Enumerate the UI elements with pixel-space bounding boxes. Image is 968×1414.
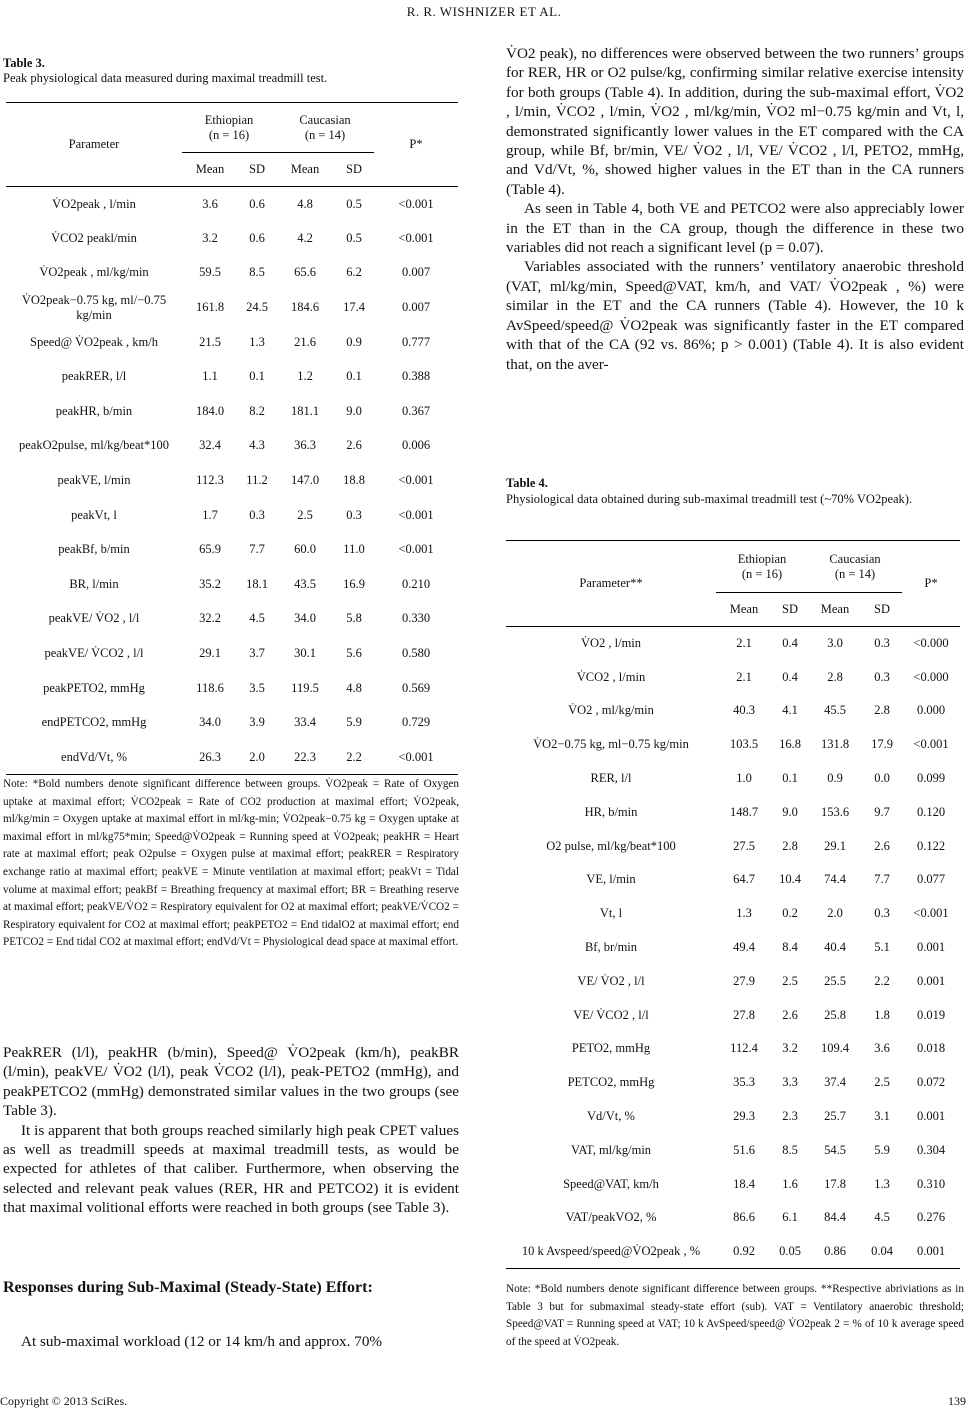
parameter-cell: VAT, ml/kg/min — [570, 1142, 652, 1157]
value-cell: 11.2 — [246, 473, 268, 488]
table-row — [6, 187, 458, 222]
parameter-cell: V̇CO2 , l/min — [576, 669, 646, 684]
value-cell: 35.2 — [199, 576, 221, 591]
value-cell: 153.6 — [820, 804, 850, 819]
value-cell: 4.2 — [297, 230, 313, 245]
value-cell: 4.8 — [297, 196, 313, 211]
table4-label: Table 4. — [506, 476, 548, 490]
table-row — [506, 863, 960, 897]
value-cell: 0.007 — [401, 265, 431, 280]
value-cell: 4.8 — [346, 680, 362, 695]
value-cell: <0.001 — [398, 196, 434, 211]
table-row — [506, 1235, 960, 1269]
table4-param-header: Parameter** — [506, 541, 716, 627]
value-cell: 3.6 — [202, 196, 218, 211]
value-cell: 0.006 — [401, 438, 431, 453]
value-cell: 43.5 — [294, 576, 316, 591]
value-cell: 103.5 — [729, 737, 759, 752]
parameter-cell: peakVE/ V̇O2 , l/l — [48, 611, 140, 626]
value-cell: 0.3 — [874, 669, 890, 684]
value-cell: 112.4 — [730, 1041, 758, 1056]
table-row — [6, 325, 458, 360]
value-cell: 2.3 — [782, 1109, 798, 1124]
value-cell: 1.3 — [249, 334, 265, 349]
value-cell: 181.1 — [290, 403, 320, 418]
value-cell: 25.7 — [824, 1109, 846, 1124]
value-cell: 60.0 — [294, 542, 316, 557]
table-row — [6, 290, 458, 325]
value-cell: 8.5 — [782, 1142, 798, 1157]
table-row — [6, 671, 458, 706]
parameter-cell: VAT/peakVO2, % — [565, 1210, 657, 1225]
table-row — [506, 627, 960, 661]
value-cell: <0.001 — [398, 542, 434, 557]
value-cell: 27.8 — [733, 1007, 755, 1022]
table-row — [506, 728, 960, 762]
value-cell: 3.0 — [827, 636, 843, 651]
parameter-cell: VE, l/min — [586, 872, 636, 887]
parameter-cell: VE/ V̇O2 , l/l — [577, 973, 645, 988]
value-cell: 1.7 — [202, 507, 218, 522]
value-cell: 3.5 — [249, 680, 265, 695]
value-cell: 1.3 — [874, 1176, 890, 1191]
value-cell: 2.8 — [874, 703, 890, 718]
right-paragraph-3: Variables associated with the runners’ ventilatory anaerobic threshold (VAT, ml/kg/min, Speed@VAT, km/h, and VAT/ V̇O2peak , %) were similar in the ET and the CA runners (Table 4). However, the 10 k AvSpeed/speed@ V̇O2peak was significantly faster in the ET compared with that of the CA (92 vs. 86%; p > 0.001) (Table 4). It is also evident that, on the aver- — [506, 258, 964, 373]
table-row — [506, 998, 960, 1032]
parameter-cell: peakBf, b/min — [58, 542, 130, 557]
value-cell: 184.0 — [195, 403, 225, 418]
table-row — [6, 394, 458, 429]
value-cell: 25.8 — [824, 1007, 846, 1022]
value-cell: 2.0 — [238, 740, 276, 775]
parameter-cell: Speed@ V̇O2peak , km/h — [30, 334, 158, 349]
table-row — [6, 256, 458, 291]
parameter-cell: peakVt, l — [71, 507, 117, 522]
parameter-cell: V̇O2 , ml/kg/min — [568, 703, 654, 718]
value-cell: 0.120 — [916, 804, 946, 819]
value-cell: 21.5 — [199, 334, 221, 349]
left-paragraph-1: PeakRER (l/l), peakHR (b/min), Speed@ V̇O2peak (km/h), peakBR (l/min), peakVE/ V̇O2 (l/l), peak V̇CO2 (l/l), peak-PETO2 (mmHg), and peakPETCO2 (mmHg) demonstrated similar values in the two groups (see Table 3). — [3, 1044, 459, 1120]
value-cell: 34.0 — [199, 715, 221, 730]
value-cell: 0.2 — [782, 906, 798, 921]
parameter-cell: Speed@VAT, km/h — [563, 1176, 659, 1191]
value-cell: 32.4 — [199, 438, 221, 453]
parameter-cell: V̇O2peak , l/min — [52, 196, 136, 211]
value-cell: 0.5 — [346, 196, 362, 211]
table-row — [506, 897, 960, 931]
left-paragraph-3: At sub-maximal workload (12 or 14 km/h and approx. 70% — [21, 1333, 383, 1350]
value-cell: <0.001 — [398, 230, 434, 245]
value-cell: 1.2 — [297, 369, 313, 384]
value-cell: 0.569 — [401, 680, 431, 695]
parameter-cell: PETCO2, mmHg — [567, 1075, 655, 1090]
value-cell: 4.3 — [249, 438, 265, 453]
value-cell: 0.580 — [401, 646, 431, 661]
value-cell: 147.0 — [290, 473, 320, 488]
table4-sd2: SD — [862, 593, 902, 627]
table3 — [6, 102, 458, 775]
table-row — [506, 762, 960, 796]
value-cell: 0.000 — [916, 703, 946, 718]
value-cell: 2.6 — [874, 838, 890, 853]
value-cell: 21.6 — [294, 334, 316, 349]
value-cell: 25.5 — [824, 973, 846, 988]
value-cell: 9.0 — [782, 804, 798, 819]
value-cell: 0.001 — [916, 1109, 946, 1124]
right-paragraph-2: As seen in Table 4, both VE and PETCO2 were also appreciably lower in the ET than in the CA group, though the difference in these two variables did not reach a significant level (p = 0.07). — [506, 200, 964, 257]
table-row — [506, 1100, 960, 1134]
table4-mean2: Mean — [808, 593, 862, 627]
value-cell: 0.018 — [916, 1041, 946, 1056]
value-cell: 65.9 — [199, 542, 221, 557]
value-cell: 184.6 — [290, 300, 320, 315]
table4 — [506, 540, 960, 1269]
value-cell: 2.2 — [874, 973, 890, 988]
table4-body — [506, 627, 960, 1269]
value-cell: 32.2 — [199, 611, 221, 626]
value-cell: 3.1 — [874, 1109, 890, 1124]
value-cell: 7.7 — [874, 872, 890, 887]
value-cell: 9.0 — [346, 403, 362, 418]
value-cell: 148.7 — [729, 804, 759, 819]
table-row — [6, 740, 458, 775]
value-cell: 5.8 — [346, 611, 362, 626]
value-cell: <0.001 — [398, 473, 434, 488]
page-number: 139 — [948, 1394, 966, 1408]
table-row — [6, 705, 458, 740]
value-cell: 86.6 — [733, 1210, 755, 1225]
parameter-cell: Bf, br/min — [584, 940, 638, 955]
value-cell: 9.7 — [874, 804, 890, 819]
value-cell: 131.8 — [820, 737, 850, 752]
table-row — [506, 1201, 960, 1235]
parameter-cell: endPETCO2, mmHg — [41, 715, 147, 730]
table3-mean2: Mean — [276, 153, 334, 187]
parameter-cell: O2 pulse, ml/kg/beat*100 — [546, 838, 676, 853]
value-cell: 3.2 — [782, 1041, 798, 1056]
table3-body — [6, 187, 458, 775]
value-cell: 34.0 — [294, 611, 316, 626]
value-cell: 10.4 — [779, 872, 801, 887]
value-cell: 0.001 — [916, 973, 946, 988]
value-cell: 0.92 — [716, 1235, 772, 1269]
table-row — [506, 829, 960, 863]
value-cell: 3.6 — [874, 1041, 890, 1056]
value-cell: 0.077 — [916, 872, 946, 887]
parameter-cell: Vt, l — [599, 906, 623, 921]
parameter-cell: PETO2, mmHg — [571, 1041, 651, 1056]
value-cell: 0.729 — [401, 715, 431, 730]
value-cell: <0.001 — [913, 906, 949, 921]
value-cell: 1.3 — [736, 906, 752, 921]
value-cell: 0.05 — [772, 1235, 808, 1269]
table4-caption: Physiological data obtained during sub-maximal treadmill test (~70% VO2peak). — [506, 492, 913, 506]
value-cell: 0.330 — [401, 611, 431, 626]
value-cell: 2.8 — [827, 669, 843, 684]
value-cell: 2.8 — [782, 838, 798, 853]
parameter-cell: HR, b/min — [584, 804, 638, 819]
value-cell: <0.001 — [374, 740, 458, 775]
value-cell: 2.5 — [874, 1075, 890, 1090]
value-cell: 7.7 — [249, 542, 265, 557]
value-cell: 0.04 — [862, 1235, 902, 1269]
table-row — [506, 1133, 960, 1167]
parameter-cell: peakVE, l/min — [57, 473, 131, 488]
value-cell: 0.388 — [401, 369, 431, 384]
table-row — [506, 964, 960, 998]
value-cell: 6.1 — [782, 1210, 798, 1225]
value-cell: 8.5 — [249, 265, 265, 280]
value-cell: 2.0 — [827, 906, 843, 921]
value-cell: 2.5 — [782, 973, 798, 988]
parameter-cell: V̇O2−0.75 kg, ml−0.75 kg/min — [533, 737, 689, 752]
value-cell: 3.7 — [249, 646, 265, 661]
value-cell: 3.2 — [202, 230, 218, 245]
parameter-cell: peakVE/ V̇CO2 , l/l — [44, 646, 144, 661]
value-cell: 18.1 — [246, 576, 268, 591]
value-cell: 74.4 — [824, 872, 846, 887]
table4-group2-header: Caucasian (n = 14) — [808, 541, 902, 593]
value-cell: 11.0 — [343, 542, 365, 557]
value-cell: 1.0 — [736, 771, 752, 786]
parameter-cell: peakRER, l/l — [61, 369, 127, 384]
value-cell: 0.6 — [249, 196, 265, 211]
table4-mean1: Mean — [716, 593, 772, 627]
value-cell: 16.8 — [779, 737, 801, 752]
value-cell: 65.6 — [294, 265, 316, 280]
table-row — [6, 602, 458, 637]
table-row — [506, 1066, 960, 1100]
right-paragraph-1: V̇O2 peak), no differences were observed between the two runners’ groups for RER, HR or O2 pulse/kg, confirming similar relative exercise intensity for both groups (Table 4). In addition, during the sub-maximal effort, V̇O2 , l/min, V̇CO2 , l/min, V̇O2 , ml/kg/min, V̇O2 ml−0.75 kg/min and Vt, l, demonstrated significantly lower values in the ET compared with the CA group, while Bf, br/min, VE/ V̇O2 , l/l, VE/ V̇CO2 , l/l, PETO2, mmHg, and Vd/Vt, %, showed higher values in the ET than in the CA runners (Table 4). — [506, 45, 964, 198]
parameter-cell: BR, l/min — [69, 576, 119, 591]
value-cell: 27.5 — [733, 838, 755, 853]
value-cell: 4.5 — [249, 611, 265, 626]
value-cell: 2.1 — [736, 669, 752, 684]
value-cell: 84.4 — [824, 1210, 846, 1225]
parameter-cell: V̇O2peak , ml/kg/min — [39, 265, 149, 280]
table-row — [6, 498, 458, 533]
value-cell: 59.5 — [199, 265, 221, 280]
value-cell: 0.9 — [346, 334, 362, 349]
value-cell: 2.6 — [346, 438, 362, 453]
value-cell: 64.7 — [733, 872, 755, 887]
table3-caption: Peak physiological data measured during maximal treadmill test. — [3, 71, 328, 85]
table-row — [6, 429, 458, 464]
value-cell: 0.001 — [902, 1235, 960, 1269]
running-header: R. R. WISHNIZER ET AL. — [406, 4, 562, 19]
value-cell: 17.8 — [824, 1176, 846, 1191]
value-cell: 5.9 — [874, 1142, 890, 1157]
value-cell: 1.6 — [782, 1176, 798, 1191]
value-cell: 0.3 — [249, 507, 265, 522]
table-row — [506, 1032, 960, 1066]
value-cell: 2.1 — [736, 636, 752, 651]
value-cell: 5.6 — [346, 646, 362, 661]
value-cell: 8.2 — [249, 403, 265, 418]
value-cell: 0.6 — [249, 230, 265, 245]
value-cell: 161.8 — [195, 300, 225, 315]
value-cell: 0.122 — [916, 838, 946, 853]
table-row — [6, 221, 458, 256]
table-row — [506, 694, 960, 728]
table-row — [6, 532, 458, 567]
table4-note: Note: *Bold numbers denote significant difference between groups. **Respective abriviations as in Table 3 but for submaximal steady-state effort (sub). VAT = Ventilatory anaerobic threshold; Speed@VAT = Running speed at VAT; 10 k AvSpeed/speed@ V̇O2peak 2 = % of 10 k average speed of the speed at V̇O2peak. — [506, 1283, 964, 1348]
value-cell: 5.1 — [874, 940, 890, 955]
table-row — [6, 463, 458, 498]
value-cell: 0.072 — [916, 1075, 946, 1090]
table4-group1-header: Ethiopian (n = 16) — [716, 541, 808, 593]
copyright: Copyright © 2013 SciRes. — [0, 1394, 128, 1408]
value-cell: 0.019 — [916, 1007, 946, 1022]
value-cell: 2.2 — [334, 740, 374, 775]
value-cell: 118.6 — [196, 680, 224, 695]
value-cell: 8.4 — [782, 940, 798, 955]
table-row — [506, 931, 960, 965]
parameter-cell: V̇CO2 peakl/min — [51, 230, 137, 245]
value-cell: 2.6 — [782, 1007, 798, 1022]
parameter-cell: V̇O2 , l/min — [580, 636, 642, 651]
value-cell: <0.000 — [913, 636, 949, 651]
parameter-cell: V̇O2peak−0.75 kg, ml/−0.75 kg/min — [21, 292, 167, 322]
table4-sd1: SD — [772, 593, 808, 627]
table3-sd1: SD — [238, 153, 276, 187]
value-cell: 0.3 — [874, 906, 890, 921]
parameter-cell: 10 k Avspeed/speed@V̇O2peak , % — [506, 1235, 716, 1269]
value-cell: 4.1 — [782, 703, 798, 718]
value-cell: 119.5 — [291, 680, 319, 695]
value-cell: <0.001 — [398, 507, 434, 522]
right-body-text — [506, 44, 964, 374]
value-cell: 0.007 — [401, 300, 431, 315]
value-cell: 0.86 — [808, 1235, 862, 1269]
value-cell: 49.4 — [733, 940, 755, 955]
left-paragraph-3-wrap — [3, 1332, 459, 1351]
value-cell: 40.3 — [733, 703, 755, 718]
value-cell: 17.4 — [343, 300, 365, 315]
value-cell: 109.4 — [820, 1041, 850, 1056]
value-cell: 0.1 — [249, 369, 265, 384]
value-cell: 16.9 — [343, 576, 365, 591]
value-cell: 0.1 — [346, 369, 362, 384]
parameter-cell: VE/ V̇CO2 , l/l — [573, 1007, 649, 1022]
table3-group2-header: Caucasian (n = 14) — [276, 103, 374, 153]
value-cell: 3.9 — [249, 715, 265, 730]
value-cell: <0.001 — [913, 737, 949, 752]
value-cell: 18.4 — [733, 1176, 755, 1191]
value-cell: <0.000 — [913, 669, 949, 684]
value-cell: 54.5 — [824, 1142, 846, 1157]
value-cell: 4.5 — [874, 1210, 890, 1225]
value-cell: 17.9 — [871, 737, 893, 752]
value-cell: 0.0 — [874, 771, 890, 786]
table4-p-header: P* — [902, 541, 960, 627]
table-row — [6, 567, 458, 602]
value-cell: 0.3 — [346, 507, 362, 522]
value-cell: 0.310 — [916, 1176, 946, 1191]
value-cell: 26.3 — [182, 740, 238, 775]
value-cell: 18.8 — [343, 473, 365, 488]
value-cell: 0.001 — [916, 940, 946, 955]
value-cell: 33.4 — [294, 715, 316, 730]
parameter-cell: peakPETO2, mmHg — [43, 680, 145, 695]
value-cell: 0.304 — [916, 1142, 946, 1157]
value-cell: 0.4 — [782, 636, 798, 651]
value-cell: 37.4 — [824, 1075, 846, 1090]
value-cell: 36.3 — [294, 438, 316, 453]
value-cell: 1.1 — [202, 369, 218, 384]
value-cell: 0.4 — [782, 669, 798, 684]
table-row — [6, 359, 458, 394]
value-cell: 5.9 — [346, 715, 362, 730]
value-cell: 3.3 — [782, 1075, 798, 1090]
table-row — [506, 795, 960, 829]
table-row — [6, 636, 458, 671]
table3-sd2: SD — [334, 153, 374, 187]
value-cell: 112.3 — [196, 473, 224, 488]
value-cell: 0.276 — [916, 1210, 946, 1225]
value-cell: 29.3 — [733, 1109, 755, 1124]
value-cell: 0.5 — [346, 230, 362, 245]
value-cell: 45.5 — [824, 703, 846, 718]
table3-mean1: Mean — [182, 153, 238, 187]
parameter-cell: peakO2pulse, ml/kg/beat*100 — [19, 438, 169, 453]
left-body-text — [3, 1043, 459, 1218]
value-cell: 0.9 — [827, 771, 843, 786]
value-cell: 35.3 — [733, 1075, 755, 1090]
value-cell: 22.3 — [276, 740, 334, 775]
table3-group1-header: Ethiopian (n = 16) — [182, 103, 276, 153]
value-cell: 0.3 — [874, 636, 890, 651]
table3-param-header: Parameter — [6, 103, 182, 187]
value-cell: 40.4 — [824, 940, 846, 955]
value-cell: 6.2 — [346, 265, 362, 280]
value-cell: 0.1 — [782, 771, 798, 786]
value-cell: 27.9 — [733, 973, 755, 988]
value-cell: 0.099 — [916, 771, 946, 786]
value-cell: 24.5 — [246, 300, 268, 315]
parameter-cell: RER, l/l — [590, 771, 632, 786]
table-row — [506, 660, 960, 694]
value-cell: 29.1 — [199, 646, 221, 661]
value-cell: 29.1 — [824, 838, 846, 853]
value-cell: 0.777 — [401, 334, 431, 349]
parameter-cell: endVd/Vt, % — [6, 740, 182, 775]
value-cell: 2.5 — [297, 507, 313, 522]
table3-p-header: P* — [374, 103, 458, 187]
value-cell: 0.210 — [401, 576, 431, 591]
value-cell: 30.1 — [294, 646, 316, 661]
value-cell: 51.6 — [733, 1142, 755, 1157]
table3-label: Table 3. — [3, 56, 45, 70]
table3-note: Note: *Bold numbers denote significant difference between groups. V̇O2peak = Rate of Oxygen uptake at maximal effort; V̇CO2peak = Rate of CO2 production at maximal effort; V̇O2peak, ml/kg/min = Oxygen uptake at maximal effort in ml/kg-min; V̇O2peak−0.75 kg = Oxygen uptake at maximal effort in ml/kg75*min; Speed@V̇O2peak = Running speed at V̇O2peak; peakHR = Heart rate at maximal effort; peak O2pulse = Oxygen pulse at maximal effort; peakRER = Respiratory exchange ratio at maximal effort; peakVE = Minute ventilation at maximal effort; peakVt = Tidal volume at maximal effort; peakBf = Breathing frequency at maximal effort; BR = Breathing reserve at maximal effort; peakVE/V̇O2 = Respiratory equivalent for O2 at maximal effort; peakVE/V̇CO2 = Respiratory equivalent for CO2 at maximal effort; peakPETO2 = End tidalO2 at maximal effort; end PETCO2 = End tidal CO2 at maximal effort; endVd/Vt = Physiological dead space at maximal effort. — [3, 778, 459, 949]
left-paragraph-2: It is apparent that both groups reached similarly high peak CPET values as well as treadmill speeds at maximal treadmill tests, as would be expected for athletes of that caliber. Furthermore, when observing the selected and relevant peak values (RER, HR and PETCO2) it is evident that maximal volitional efforts were reached in both groups (see Table 3). — [3, 1121, 459, 1217]
section-heading: Responses during Sub-Maximal (Steady-State) Effort: — [3, 1279, 373, 1296]
parameter-cell: peakHR, b/min — [55, 403, 133, 418]
value-cell: 0.367 — [401, 403, 431, 418]
table-row — [506, 1167, 960, 1201]
value-cell: 1.8 — [874, 1007, 890, 1022]
parameter-cell: Vd/Vt, % — [587, 1109, 635, 1124]
